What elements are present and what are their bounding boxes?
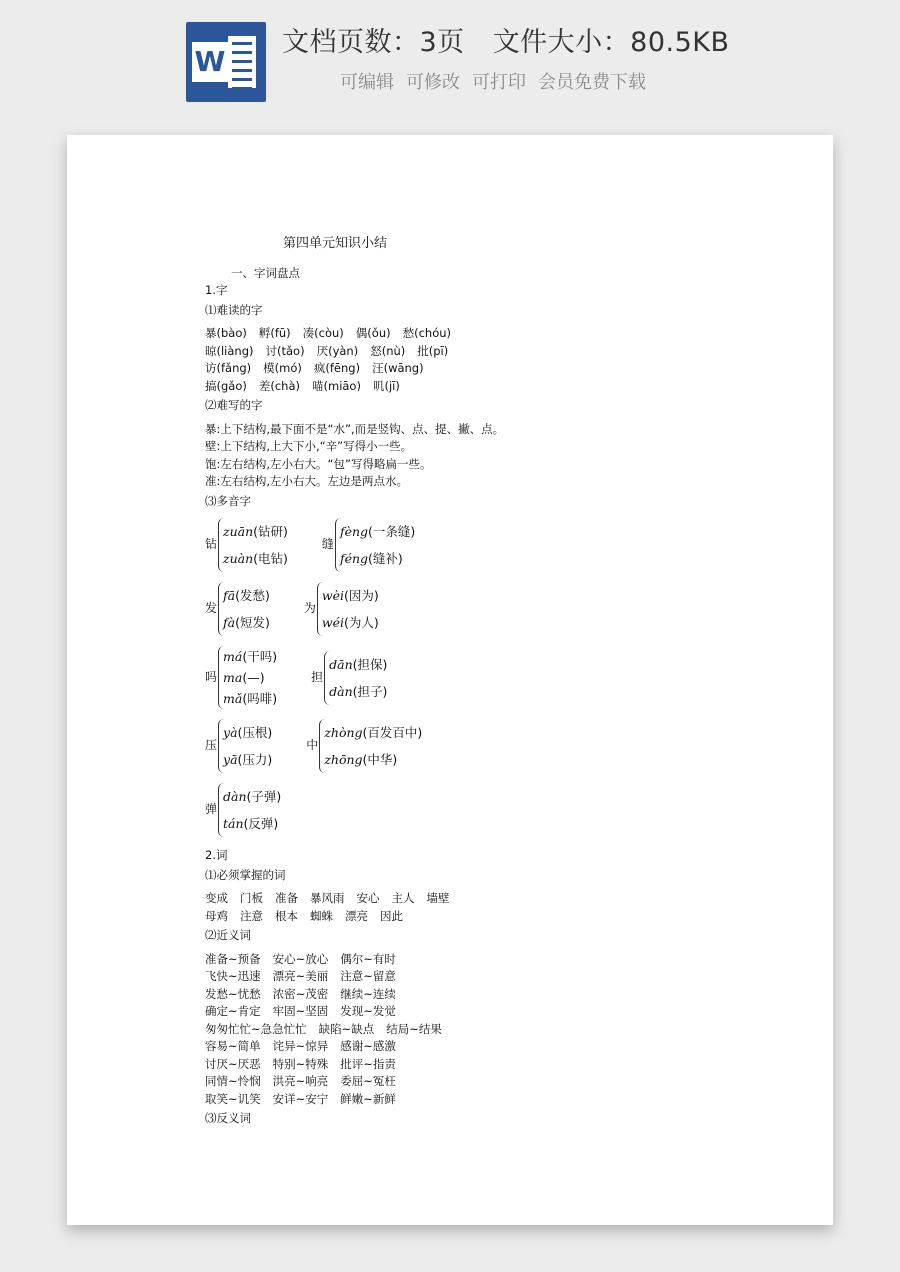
pinyin-reading [223,688,277,709]
pinyin: fà [223,615,236,630]
example-word: (缝补) [368,551,403,566]
reading-item: 暴(bào) [205,326,247,340]
pinyin-reading [340,518,415,545]
pinyin-reading [223,667,277,688]
reading-item: 愁(chóu) [402,326,452,340]
reading-item: 晾(liàng) [205,343,254,358]
word-row [205,908,765,926]
polyphonic-char: 发 [205,601,218,616]
reading-row [205,343,765,361]
word-item: 暴风雨 [310,891,345,905]
word-item: 漂亮 [345,908,368,923]
pinyin-reading [223,646,277,667]
polyphonic-group [205,582,270,636]
pinyin-reading [223,719,272,746]
word-item: 因此 [380,908,403,923]
difficult-write-list [205,421,765,491]
tag-printable: 可打印 [472,72,526,93]
reading-item: 孵(fū) [258,326,291,340]
reading-item: 喵(miāo) [312,378,361,393]
synonym-pair: 批评~指责 [340,1056,396,1071]
tag-member-download: 会员免费下载 [538,72,646,93]
word-item: 主人 [391,891,415,905]
reading-item: 批(pī) [417,343,449,358]
pinyin: mǎ [223,691,243,706]
synonym-pair: 同情~怜悯 [205,1074,261,1088]
synonym-row [205,986,765,1004]
polyphonic-row [205,646,765,709]
pinyin: fèng [339,524,369,539]
synonym-pair: 特别~特殊 [272,1056,329,1071]
word-item: 蜘蛛 [310,908,333,923]
pinyin-reading [340,545,415,572]
word-item: 注意 [240,908,263,923]
writing-note: 准:左右结构,左小右大。左边是两点水。 [205,474,409,488]
word-logo-letter: W [192,42,228,82]
example-word: (电钻) [253,551,288,566]
pinyin: wéi [321,615,344,630]
word-item: 安心 [356,891,380,905]
polyphonic-row [205,518,765,572]
polyphonic-char: 中 [306,738,319,753]
word-item: 墙壁 [426,891,450,905]
writing-note: 暴:上下结构,最下面不是“水”,而是竖钩、点、提、撇、点。 [205,421,505,436]
synonym-pair: 注意~留意 [340,969,396,983]
example-word: (吗啡) [242,691,278,706]
pinyin: ma [223,670,243,685]
brace [218,783,281,837]
synonym-pair: 诧异~惊异 [272,1039,329,1053]
reading-row [205,378,765,396]
reading-item: 搞(gǎo) [205,378,247,393]
example-word: (担保) [352,656,388,672]
synonym-pair: 鲜嫩~新鲜 [340,1091,396,1106]
example-word: (担子) [352,683,388,699]
difficult-read-heading: ⑴难读的字 [205,302,263,317]
reading-item: 讨(tǎo) [265,343,305,358]
pinyin-reading [223,545,288,572]
polyphonic-char: 担 [311,669,324,684]
reading-item: 凑(còu) [302,326,344,340]
polyphonic-char: 弹 [205,802,218,817]
word-document-icon [186,22,266,102]
example-word: (中华) [362,752,398,767]
example-word: (钻研) [253,524,288,539]
reading-row [205,360,765,378]
pinyin-reading [223,582,270,609]
example-word: (短发) [235,615,270,630]
polyphonic-group [322,518,415,572]
word-item: 母鸡 [205,908,228,923]
section-heading: 一、字词盘点 [231,265,300,280]
feature-tags [340,68,646,94]
pinyin: féng [339,551,369,566]
word-row [205,890,765,908]
polyphonic-char: 压 [205,738,218,753]
pinyin-reading [324,746,422,773]
pinyin-reading [329,651,387,678]
synonym-row [205,1073,765,1091]
pinyin: má [223,649,243,664]
pinyin: dàn [223,789,247,804]
example-word: (—) [242,670,265,685]
polyphonic-group [304,582,379,636]
synonym-pair: 匆匆忙忙~急急忙忙 [205,1021,307,1036]
synonym-pair: 安心~放心 [272,951,329,966]
polyphonic-char: 缝 [321,537,334,552]
synonym-pair: 安详~安宁 [272,1091,329,1106]
page-count: 文档页数：3页 [282,27,465,58]
synonym-pair: 委屈~冤枉 [340,1074,396,1088]
polyphonic-group [205,783,281,837]
pinyin: zuàn [223,551,254,566]
subsection-heading-words: 2.词 [205,848,228,862]
reading-item: 模(mó) [263,361,302,375]
polyphonic-char: 为 [303,601,316,616]
reading-item: 差(chà) [258,378,300,393]
reading-item: 叽(jī) [372,378,400,393]
word-item: 变成 [205,891,228,905]
synonym-pair: 继续~连续 [340,986,396,1001]
pinyin-reading [329,678,387,705]
pinyin-reading [223,518,288,545]
example-word: (子弹) [246,789,282,804]
brace [218,719,272,773]
example-word: (一条缝) [368,524,416,539]
document-page [67,135,833,1225]
example-word: (为人) [344,615,379,630]
pinyin-reading [322,609,379,636]
synonym-pair: 感谢~感激 [340,1039,396,1053]
pinyin: wèi [321,588,344,603]
example-word: (发愁) [235,588,270,603]
example-word: (压根) [237,725,273,740]
example-word: (反弹) [243,816,279,831]
brace [218,518,288,572]
must-words-list [205,890,765,925]
brace [335,518,415,572]
reading-item: 厌(yàn) [316,343,359,358]
synonym-pair: 飞快~迅速 [205,969,261,983]
difficult-read-list [205,325,765,395]
pinyin: yā [223,752,238,767]
synonym-pair: 漂亮~美丽 [272,969,329,983]
file-size: 文件大小：80.5KB [492,27,730,58]
pinyin-reading [322,582,379,609]
example-word: (因为) [344,588,379,603]
banner-title [282,20,730,59]
synonym-row [205,1091,765,1109]
example-word: (干吗) [242,649,278,664]
polyphonic-char: 吗 [205,669,218,684]
pinyin: tán [223,816,244,831]
pinyin-reading [223,810,281,837]
polyphonic-row [205,582,765,636]
synonym-pair: 结局~结果 [386,1021,442,1036]
polyphonic-group [205,646,277,709]
polyphonic-group [306,719,422,773]
synonym-pair: 准备~预备 [205,951,261,966]
synonym-pair: 确定~肯定 [205,1004,261,1018]
pinyin: fā [223,588,236,603]
reading-item: 怒(nù) [370,343,406,358]
synonyms-heading: ⑵近义词 [205,928,251,942]
synonym-pair: 偶尔~有时 [340,951,396,966]
word-item: 门板 [240,891,263,905]
pinyin-reading [223,609,270,636]
antonyms-heading: ⑶反义词 [205,1111,251,1125]
polyphonic-group [205,719,272,773]
synonyms-list [205,951,765,1109]
pinyin: zuān [223,524,254,539]
polyphonic-list [205,518,765,837]
document-title: 第四单元知识小结 [282,236,387,251]
polyphonic-char: 钻 [205,537,218,552]
polyphonic-heading: ⑶多音字 [205,493,251,508]
subsection-heading: 1.字 [205,283,228,297]
brace [218,582,270,636]
synonym-row [205,1056,765,1074]
pinyin-reading [223,783,281,810]
reading-item: 访(fǎng) [205,361,252,375]
difficult-write-heading: ⑵难写的字 [205,398,263,412]
reading-item: 偶(ǒu) [355,326,391,340]
brace [218,646,277,709]
synonym-pair: 牢固~坚固 [272,1004,329,1018]
download-banner [0,0,900,125]
synonym-row [205,1003,765,1021]
synonym-pair: 发现~发觉 [340,1004,396,1018]
word-item: 准备 [275,891,298,905]
synonym-pair: 取笑~讥笑 [205,1091,261,1106]
must-words-heading: ⑴必须掌握的词 [205,867,286,882]
writing-note: 壁:上下结构,上大下小,“辛”写得小一些。 [205,439,413,453]
synonym-pair: 浓密~茂密 [272,986,329,1001]
word-item: 根本 [275,908,298,923]
brace [324,651,387,705]
tag-modifiable: 可修改 [406,72,460,93]
synonym-pair: 洪亮~响亮 [272,1074,329,1088]
brace [319,719,422,773]
pinyin: zhòng [324,725,363,740]
pinyin-reading [324,719,422,746]
polyphonic-row [205,783,765,837]
synonym-row [205,968,765,986]
document-content [205,235,765,1128]
polyphonic-group [311,651,387,705]
example-word: (压力) [237,752,273,767]
synonym-row [205,1038,765,1056]
synonym-pair: 讨厌~厌恶 [205,1056,261,1071]
pinyin: dān [329,656,353,672]
polyphonic-group [205,518,288,572]
synonym-row [205,951,765,969]
pinyin: dàn [329,683,353,699]
pinyin-reading [223,746,272,773]
example-word: (百发百中) [362,725,423,740]
tag-editable: 可编辑 [340,72,394,93]
reading-item: 疯(fēng) [313,361,361,375]
writing-note: 饱:左右结构,左小右大。“包”写得略扁一些。 [205,456,432,471]
pinyin: yà [223,725,238,740]
synonym-pair: 容易~简单 [205,1039,261,1053]
reading-item: 汪(wāng) [372,361,424,375]
synonym-row [205,1021,765,1039]
synonym-pair: 缺陷~缺点 [318,1021,375,1036]
pinyin: zhōng [324,752,363,767]
synonym-pair: 发愁~忧愁 [205,986,261,1001]
reading-row [205,325,765,343]
brace [317,582,379,636]
polyphonic-row [205,719,765,773]
